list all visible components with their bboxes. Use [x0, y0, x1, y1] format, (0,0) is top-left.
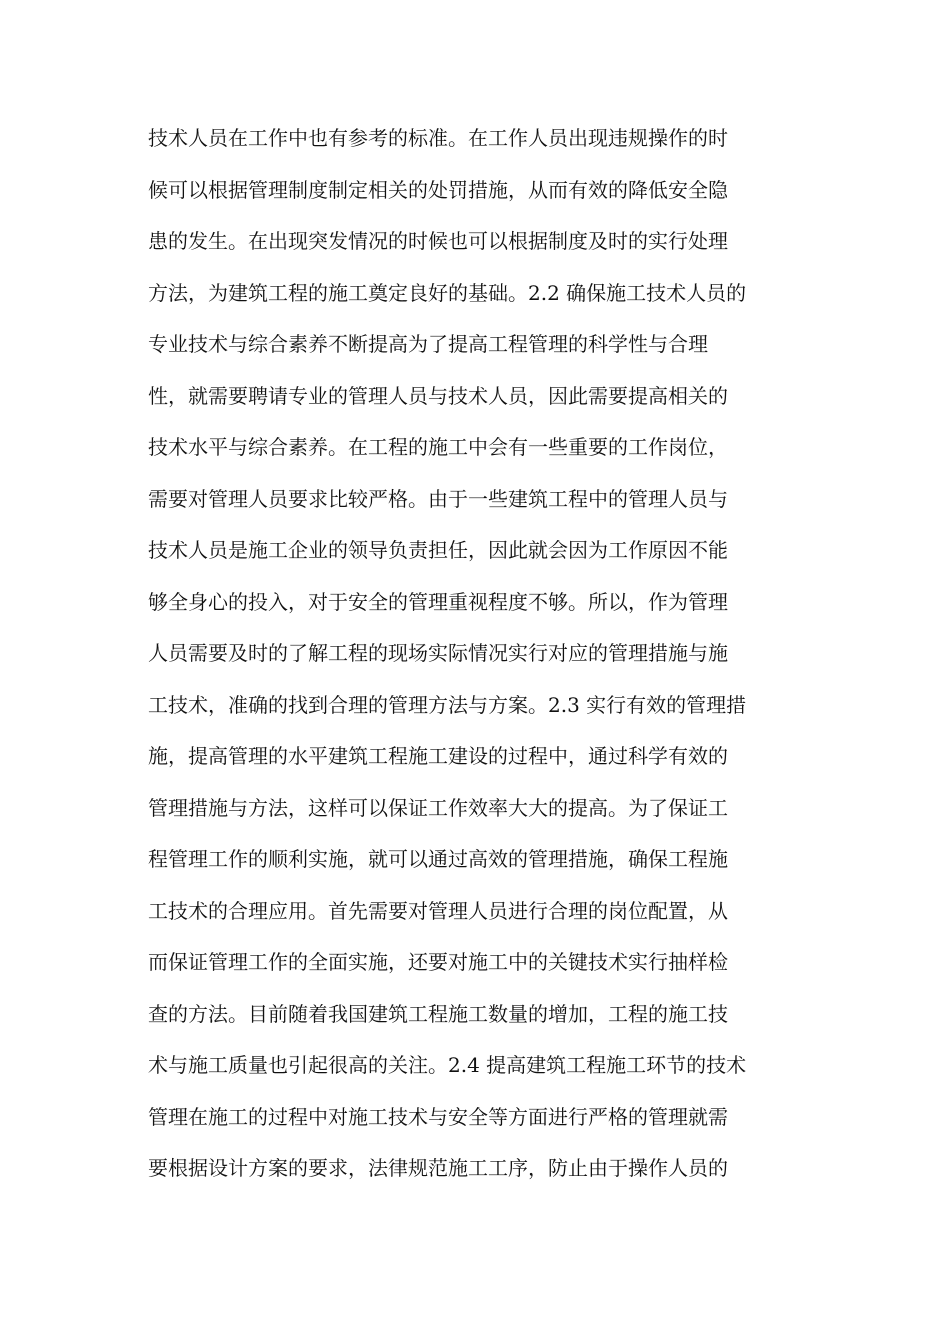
text-line: 而保证管理工作的全面实施，还要对施工中的关键技术实行抽样检: [148, 950, 728, 974]
text-line: 人员需要及时的了解工程的现场实际情况实行对应的管理措施与施: [148, 641, 728, 665]
text-line: 施，提高管理的水平建筑工程施工建设的过程中，通过科学有效的: [148, 744, 728, 768]
text-line: 管理在施工的过程中对施工技术与安全等方面进行严格的管理就需: [148, 1104, 728, 1129]
text-line: 程管理工作的顺利实施，就可以通过高效的管理措施，确保工程施: [148, 847, 728, 871]
text-line: 管理措施与方法，这样可以保证工作效率大大的提高。为了保证工: [148, 795, 728, 820]
text-line: 工技术的合理应用。首先需要对管理人员进行合理的岗位配置，从: [148, 898, 728, 923]
text-line: 技术人员在工作中也有参考的标准。在工作人员出现违规操作的时: [148, 126, 728, 150]
text-line: 方法，为建筑工程的施工奠定良好的基础。2.2 确保施工技术人员的: [148, 280, 747, 305]
text-line: 技术人员是施工企业的领导负责担任，因此就会因为工作原因不能: [148, 538, 728, 562]
text-line: 性，就需要聘请专业的管理人员与技术人员，因此需要提高相关的: [148, 383, 728, 408]
text-line: 需要对管理人员要求比较严格。由于一些建筑工程中的管理人员与: [148, 486, 728, 511]
text-line: 候可以根据管理制度制定相关的处罚措施，从而有效的降低安全隐: [148, 177, 728, 202]
text-line: 技术水平与综合素养。在工程的施工中会有一些重要的工作岗位，: [148, 435, 728, 459]
text-line: 要根据设计方案的要求，法律规范施工工序，防止由于操作人员的: [148, 1156, 728, 1180]
text-line: 专业技术与综合素养不断提高为了提高工程管理的科学性与合理: [148, 332, 708, 356]
text-line: 术与施工质量也引起很高的关注。2.4 提高建筑工程施工环节的技术: [148, 1053, 747, 1077]
text-line: 患的发生。在出现突发情况的时候也可以根据制度及时的实行处理: [148, 229, 728, 253]
text-line: 查的方法。目前随着我国建筑工程施工数量的增加，工程的施工技: [148, 1001, 728, 1026]
text-line: 够全身心的投入，对于安全的管理重视程度不够。所以，作为管理: [148, 589, 728, 614]
text-line: 工技术，准确的找到合理的管理方法与方案。2.3 实行有效的管理措: [148, 692, 747, 717]
body-text: [148, 118, 828, 1200]
